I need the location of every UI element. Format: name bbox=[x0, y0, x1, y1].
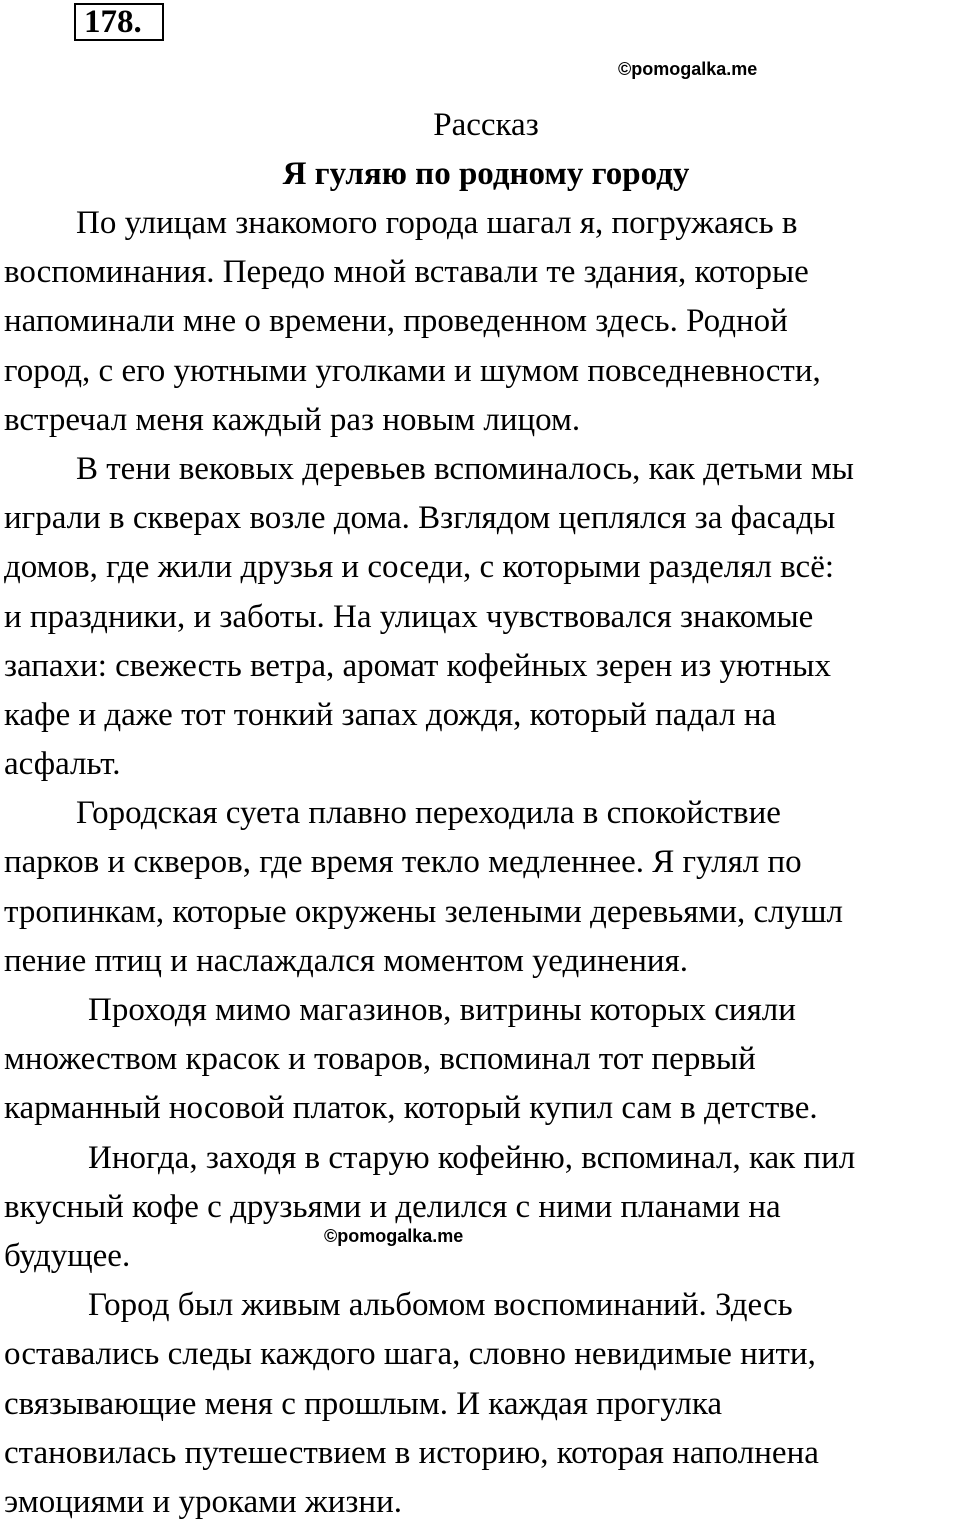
text-line: парков и скверов, где время текло медленнее. Я гулял по bbox=[4, 844, 802, 881]
text-line: встречал меня каждый раз новым лицом. bbox=[4, 401, 581, 438]
text-line: По улицам знакомого города шагал я, погружаясь в bbox=[76, 205, 798, 241]
paragraph bbox=[4, 199, 960, 445]
text-line: В тени вековых деревьев вспоминалось, как детьми мы bbox=[76, 450, 854, 487]
text-line: связывающие меня с прошлым. И каждая прогулка bbox=[4, 1385, 723, 1422]
text-line: тропинкам, которые окружены зелеными деревьями, слушл bbox=[4, 893, 843, 930]
text-line: карманный носовой платок, который купил сам в детстве. bbox=[4, 1090, 818, 1127]
text-line: домов, где жили друзья и соседи, с которыми разделял всё: bbox=[4, 549, 835, 586]
text-line: оставались следы каждого шага, словно невидимые нити, bbox=[4, 1336, 816, 1373]
text-line: пение птиц и наслаждался моментом уединения. bbox=[4, 942, 688, 979]
paragraph bbox=[4, 789, 960, 986]
text-line: Проходя мимо магазинов, витрины которых сияли bbox=[88, 992, 796, 1028]
text-line: множеством красок и товаров, вспоминал тот первый bbox=[4, 1041, 756, 1078]
text-line: город, с его уютными уголками и шумом повседневности, bbox=[4, 352, 821, 389]
text-line: вкусный кофе с друзьями и делился с ними планами на bbox=[4, 1188, 781, 1225]
watermark-middle: ©pomogalka.me bbox=[324, 1226, 464, 1246]
paragraph bbox=[4, 445, 960, 789]
paragraph bbox=[4, 1134, 960, 1282]
text-line: становилась путешествием в историю, которая наполнена bbox=[4, 1434, 819, 1471]
text-line: асфальт. bbox=[4, 746, 121, 783]
text-line: воспоминания. Передо мной вставали те здания, которые bbox=[4, 254, 809, 291]
story-title: Я гуляю по родному городу bbox=[282, 156, 690, 192]
story-body bbox=[4, 199, 960, 1527]
genre-label: Рассказ bbox=[433, 107, 539, 143]
text-line: кафе и даже тот тонкий запах дождя, который падал на bbox=[4, 696, 777, 733]
text-line: напоминали мне о времени, проведенном здесь. Родной bbox=[4, 303, 788, 340]
exercise-number: 178. bbox=[74, 3, 164, 41]
text-line: и праздники, и заботы. На улицах чувствовался знакомые bbox=[4, 598, 814, 635]
text-line: Иногда, заходя в старую кофейню, вспоминал, как пил bbox=[88, 1139, 856, 1176]
text-line: Городская суета плавно переходила в спокойствие bbox=[76, 795, 781, 832]
text-line: эмоциями и уроками жизни. bbox=[4, 1483, 402, 1520]
watermark-top: ©pomogalka.me bbox=[618, 59, 758, 79]
text-line: Город был живым альбомом воспоминаний. Здесь bbox=[88, 1287, 793, 1324]
paragraph bbox=[4, 986, 960, 1134]
text-line: будущее. bbox=[4, 1237, 131, 1274]
text-line: играли в скверах возле дома. Взглядом цеплялся за фасады bbox=[4, 500, 836, 537]
paragraph bbox=[4, 1281, 960, 1527]
text-line: запахи: свежесть ветра, аромат кофейных зерен из уютных bbox=[4, 647, 831, 684]
